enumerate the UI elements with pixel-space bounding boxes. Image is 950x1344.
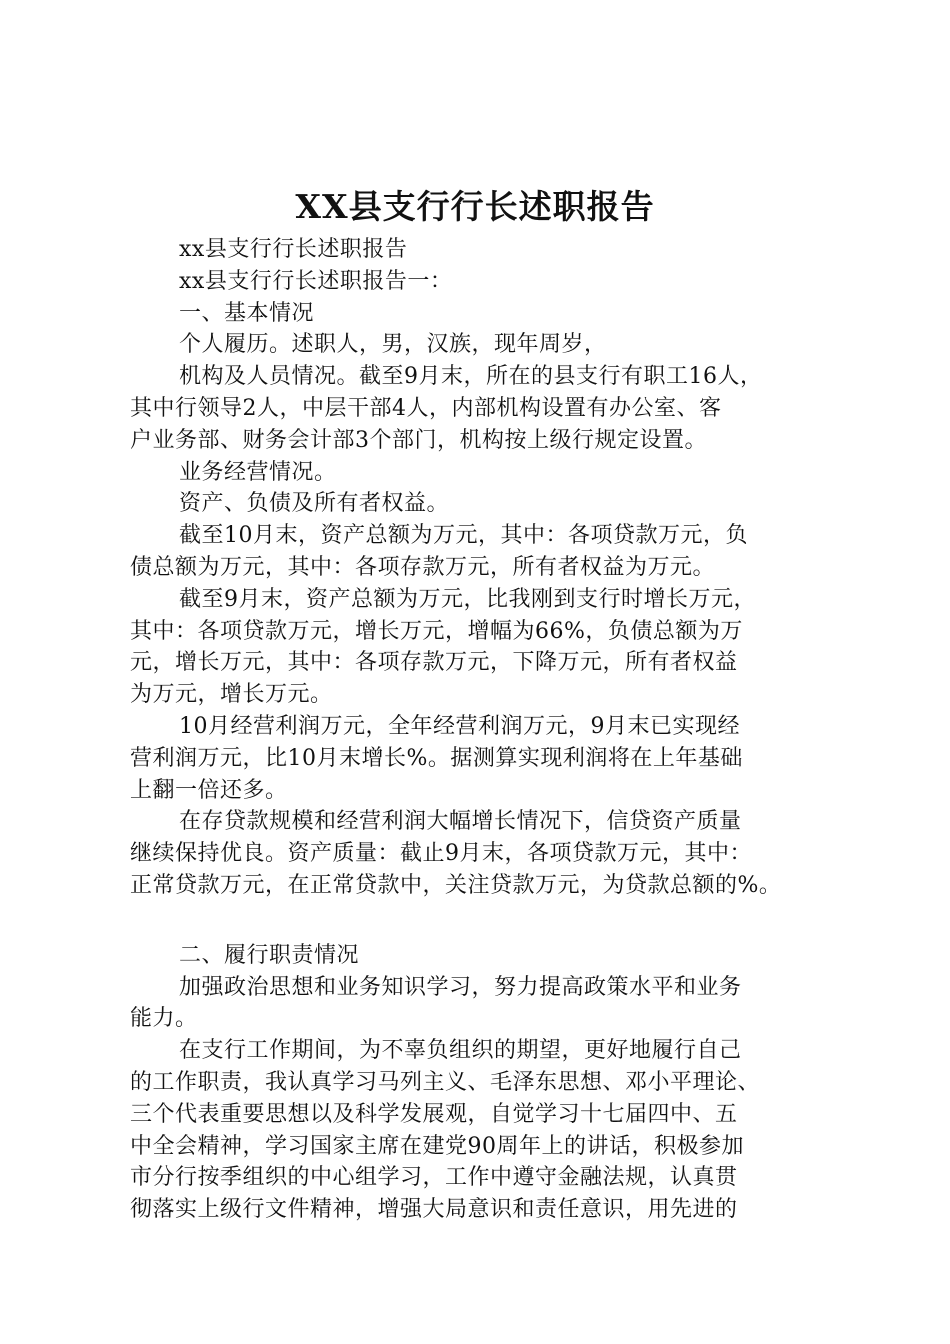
text-line: 加强政治思想和业务知识学习，努力提高政策水平和业务 — [179, 974, 742, 1000]
text-line: 为万元，增长万元。 — [130, 682, 333, 708]
text-line: 在存贷款规模和经营利润大幅增长情况下，信贷资产质量 — [179, 809, 742, 835]
text-line: 能力。 — [130, 1006, 198, 1032]
text-line: 其中：各项贷款万元，增长万元，增幅为66%，负债总额为万 — [130, 618, 743, 644]
text-line: 营利润万元，比10月末增长%。据测算实现利润将在上年基础 — [130, 745, 743, 771]
text-line: 的工作职责，我认真学习马列主义、毛泽东思想、邓小平理论、 — [130, 1069, 761, 1095]
text-line: 截至9月末，资产总额为万元，比我刚到支行时增长万元， — [179, 586, 756, 612]
text-line: 资产、负债及所有者权益。 — [179, 491, 450, 517]
text-line: 三个代表重要思想以及科学发展观，自觉学习十七届四中、五 — [130, 1101, 738, 1127]
text-line: 截至10月末，资产总额为万元，其中：各项贷款万元，负 — [179, 523, 748, 549]
text-line: 正常贷款万元，在正常贷款中，关注贷款万元，为贷款总额的%。 — [130, 872, 782, 898]
blank-line — [130, 902, 860, 940]
text-line: 上翻一倍还多。 — [130, 777, 288, 803]
text-line: 业务经营情况。 — [179, 459, 337, 485]
text-line: xx县支行行长述职报告 — [179, 237, 408, 262]
text-line: xx县支行行长述职报告一： — [179, 268, 453, 294]
text-line: 户业务部、财务会计部3个部门，机构按上级行规定设置。 — [130, 427, 707, 453]
text-line: 二、履行职责情况 — [179, 942, 360, 968]
text-line: 债总额为万元，其中：各项存款万元，所有者权益为万元。 — [130, 554, 716, 580]
document-title: XX县支行行长述职报告 — [295, 187, 655, 226]
text-line: 10月经营利润万元，全年经营利润万元，9月末已实现经 — [179, 713, 740, 739]
text-line: 彻落实上级行文件精神，增强大局意识和责任意识，用先进的 — [130, 1197, 738, 1223]
text-line: 中全会精神，学习国家主席在建党90周年上的讲话，积极参加 — [130, 1133, 744, 1159]
text-line: 元，增长万元，其中：各项存款万元，下降万元，所有者权益 — [130, 650, 738, 676]
text-line: 继续保持优良。资产质量：截止9月末，各项贷款万元，其中： — [130, 841, 752, 867]
text-line: 其中行领导2人，中层干部4人，内部机构设置有办公室、客 — [130, 395, 722, 421]
text-line: 在支行工作期间，为不辜负组织的期望，更好地履行自己 — [179, 1038, 742, 1064]
text-line: 市分行按季组织的中心组学习，工作中遵守金融法规，认真贯 — [130, 1165, 738, 1191]
text-line: 机构及人员情况。截至9月末，所在的县支行有职工16人， — [179, 364, 763, 390]
text-line: 一、基本情况 — [179, 300, 315, 326]
text-line: 个人履历。述职人，男，汉族，现年周岁， — [179, 332, 607, 358]
document-body — [130, 234, 860, 1226]
